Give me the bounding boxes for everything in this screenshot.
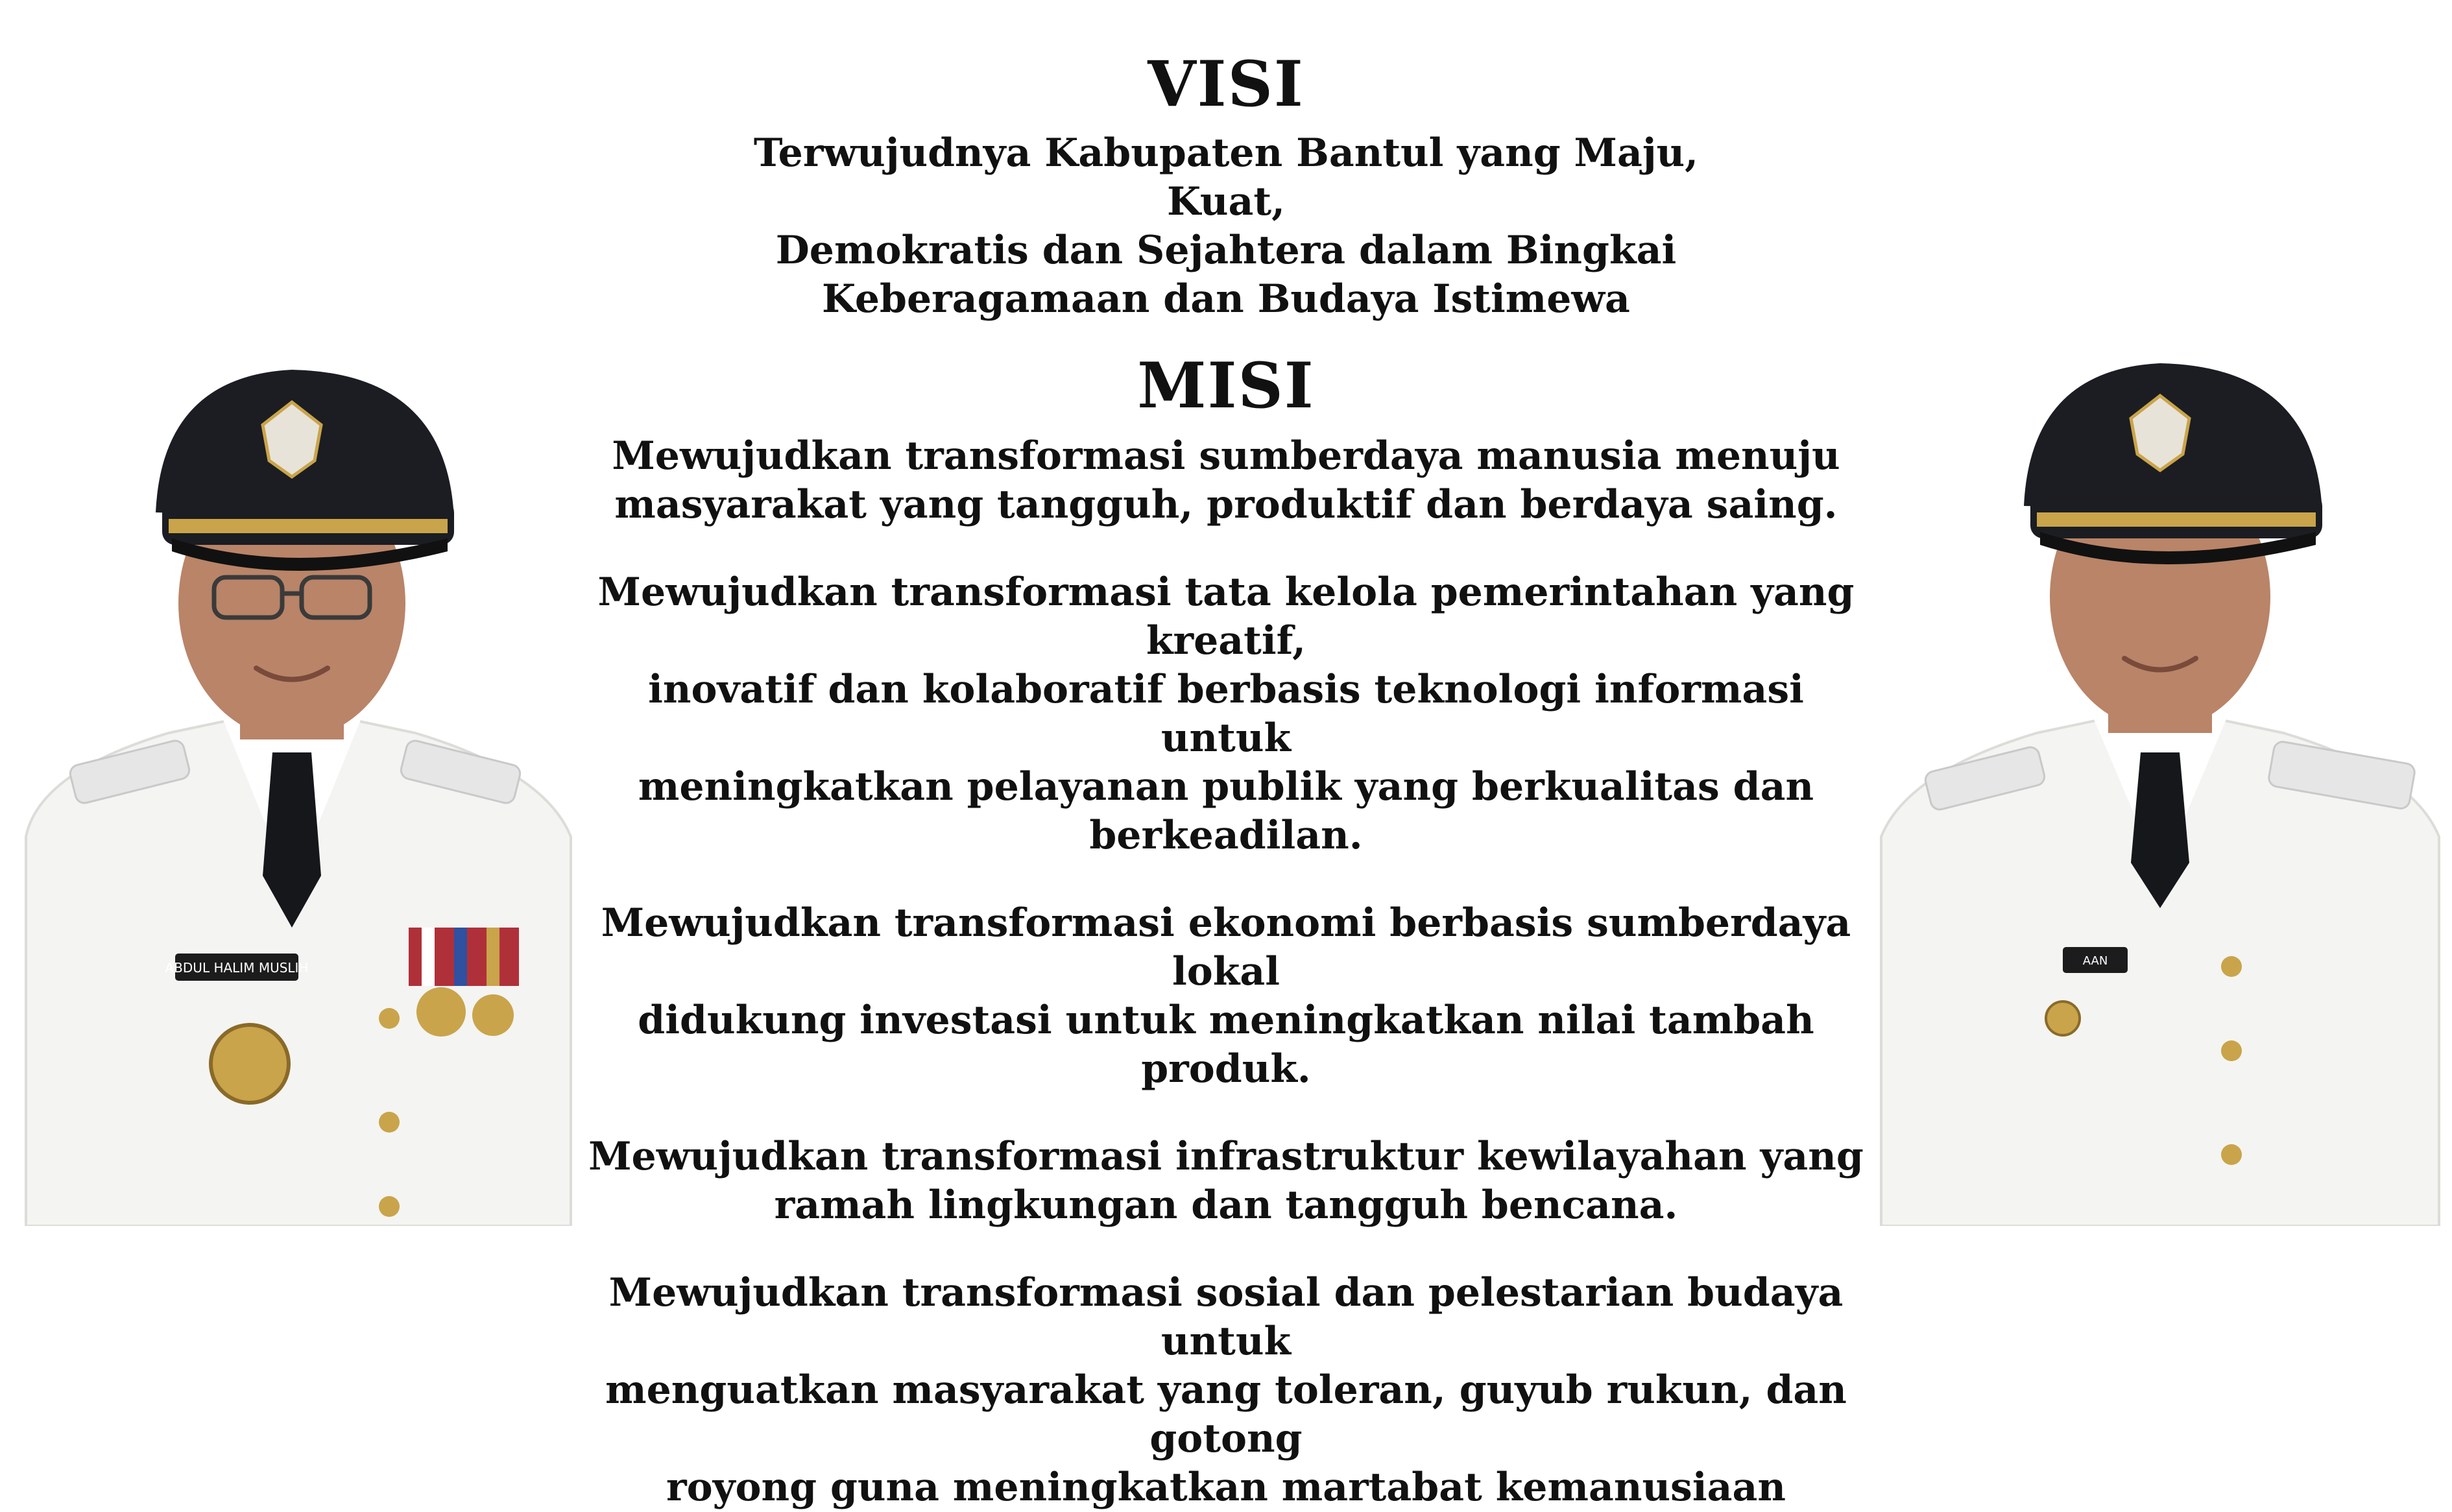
visi-statement: [707, 129, 1745, 324]
misi-line: didukung investasi untuk meningkatkan nilai tambah produk.: [638, 997, 1814, 1092]
misi-item: [577, 1269, 1875, 1512]
misi-line: Mewujudkan transformasi sumberdaya manusia menuju: [612, 433, 1840, 479]
misi-line: ramah lingkungan dan tangguh bencana.: [774, 1182, 1678, 1228]
misi-line: berkeadilan.: [1089, 812, 1363, 858]
misi-line: Mewujudkan transformasi ekonomi berbasis sumberdaya lokal: [601, 900, 1851, 994]
misi-line: Mewujudkan transformasi sosial dan pelestarian budaya untuk: [608, 1269, 1844, 1364]
misi-item: [577, 568, 1875, 860]
name-tag-left: ABDUL HALIM MUSLIH: [165, 960, 309, 976]
visi-line: Demokratis dan Sejahtera dalam Bingkai: [775, 227, 1677, 273]
visi-heading: VISI: [1148, 47, 1304, 121]
visi-misi-content: [571, 47, 1881, 1512]
misi-line: meningkatkan pelayanan publik yang berkualitas dan: [638, 763, 1814, 810]
misi-line: Mewujudkan transformasi tata kelola pemerintahan yang kreatif,: [597, 569, 1855, 664]
misi-heading: MISI: [1137, 348, 1315, 422]
official-left-photo: [0, 305, 584, 1226]
misi-line: menguatkan masyarakat yang toleran, guyub rukun, dan gotong: [605, 1367, 1847, 1461]
visi-line: Terwujudnya Kabupaten Bantul yang Maju, Kuat,: [753, 130, 1699, 224]
misi-line: Mewujudkan transformasi infrastruktur kewilayahan yang: [588, 1133, 1864, 1179]
misi-item: [577, 432, 1875, 529]
misi-item: [577, 899, 1875, 1094]
official-right-photo: [1868, 305, 2452, 1226]
misi-line: masyarakat yang tangguh, produktif dan berdaya saing.: [614, 481, 1838, 527]
visi-line: Keberagamaan dan Budaya Istimewa: [822, 276, 1630, 322]
misi-line: inovatif dan kolaboratif berbasis teknologi informasi untuk: [648, 666, 1804, 761]
misi-line: royong guna meningkatkan martabat kemanusiaan: [666, 1464, 1786, 1510]
misi-list: [571, 432, 1881, 1512]
misi-item: [577, 1133, 1875, 1230]
name-tag-right: AAN: [2082, 954, 2108, 968]
